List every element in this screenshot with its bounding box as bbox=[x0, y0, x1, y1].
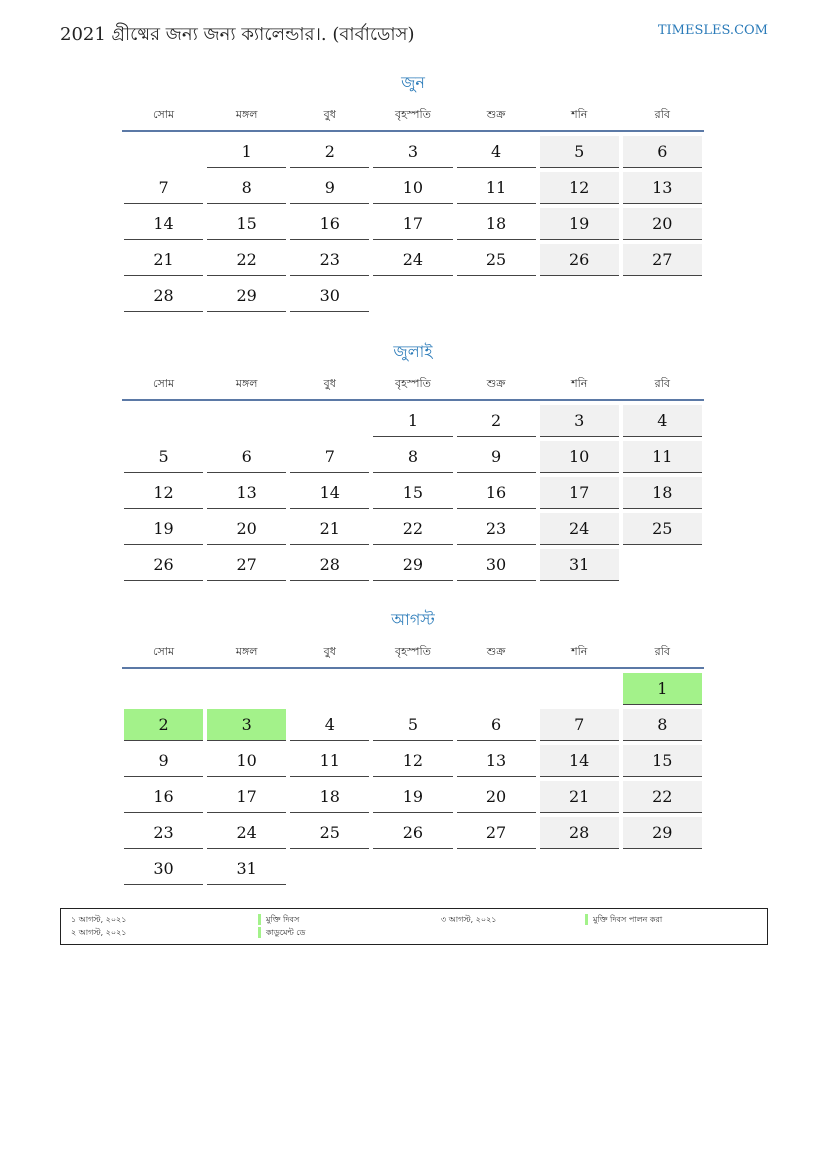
day-cell: 15 bbox=[373, 477, 452, 509]
day-cell: 17 bbox=[373, 208, 452, 240]
day-cell: 1 bbox=[207, 136, 286, 168]
empty-cell bbox=[124, 405, 203, 437]
day-cell: 29 bbox=[373, 549, 452, 581]
weekday-mon: সোম bbox=[153, 644, 175, 658]
day-cell: 25 bbox=[623, 513, 702, 545]
day-cell: 4 bbox=[623, 405, 702, 437]
site-link[interactable]: TIMESLES.COM bbox=[657, 23, 768, 38]
day-cell: 8 bbox=[373, 441, 452, 473]
day-cell: 6 bbox=[207, 441, 286, 473]
day-cell: 6 bbox=[623, 136, 702, 168]
day-cell: 23 bbox=[457, 513, 536, 545]
day-cell: 22 bbox=[373, 513, 452, 545]
month-august bbox=[122, 607, 704, 889]
day-cell: 1 bbox=[373, 405, 452, 437]
day-cell: 13 bbox=[207, 477, 286, 509]
day-grid bbox=[122, 673, 704, 889]
weekday-thu: বৃহস্পতি bbox=[394, 644, 431, 658]
weekday-tue: মঙ্গল bbox=[235, 107, 258, 121]
day-cell: 21 bbox=[124, 244, 203, 276]
weekday-mon: সোম bbox=[153, 376, 175, 390]
day-cell: 17 bbox=[540, 477, 619, 509]
weekday-thu: বৃহস্পতি bbox=[394, 376, 431, 390]
legend-holiday-name: কাডুমেন্ট ডে bbox=[266, 928, 306, 937]
day-cell: 5 bbox=[373, 709, 452, 741]
empty-cell bbox=[207, 673, 286, 705]
day-cell: 27 bbox=[457, 817, 536, 849]
day-cell: 4 bbox=[290, 709, 369, 741]
weekday-tue: মঙ্গল bbox=[235, 644, 258, 658]
day-cell: 2 bbox=[290, 136, 369, 168]
day-cell: 27 bbox=[623, 244, 702, 276]
weekday-sat: শনি bbox=[571, 644, 588, 658]
day-cell: 10 bbox=[373, 172, 452, 204]
day-cell: 31 bbox=[207, 853, 286, 885]
day-cell: 4 bbox=[457, 136, 536, 168]
day-cell: 9 bbox=[457, 441, 536, 473]
empty-cell bbox=[124, 673, 203, 705]
day-cell: 16 bbox=[290, 208, 369, 240]
weekday-header bbox=[122, 637, 704, 669]
day-cell: 11 bbox=[623, 441, 702, 473]
day-cell: 26 bbox=[540, 244, 619, 276]
day-cell: 30 bbox=[124, 853, 203, 885]
empty-cell bbox=[457, 673, 536, 705]
day-cell: 28 bbox=[540, 817, 619, 849]
day-cell: 25 bbox=[457, 244, 536, 276]
page-title: 2021 গ্রীষ্মের জন্য জন্য ক্যালেন্ডার।. (বার্বাডোস) bbox=[60, 24, 415, 45]
day-grid bbox=[122, 136, 704, 316]
day-cell: 2 bbox=[124, 709, 203, 741]
day-cell: 18 bbox=[290, 781, 369, 813]
holiday-legend bbox=[60, 908, 768, 945]
day-cell: 30 bbox=[457, 549, 536, 581]
day-cell: 24 bbox=[540, 513, 619, 545]
day-cell: 3 bbox=[373, 136, 452, 168]
day-cell: 13 bbox=[623, 172, 702, 204]
day-cell: 12 bbox=[124, 477, 203, 509]
day-cell: 18 bbox=[457, 208, 536, 240]
day-cell: 30 bbox=[290, 280, 369, 312]
weekday-sat: শনি bbox=[571, 376, 588, 390]
day-grid bbox=[122, 405, 704, 585]
month-july bbox=[122, 339, 704, 585]
month-title: আগস্ট bbox=[391, 610, 435, 629]
empty-cell bbox=[540, 673, 619, 705]
day-cell: 29 bbox=[623, 817, 702, 849]
day-cell: 7 bbox=[290, 441, 369, 473]
day-cell: 1 bbox=[623, 673, 702, 705]
day-cell: 22 bbox=[207, 244, 286, 276]
day-cell: 20 bbox=[623, 208, 702, 240]
day-cell: 10 bbox=[207, 745, 286, 777]
weekday-mon: সোম bbox=[153, 107, 175, 121]
day-cell: 10 bbox=[540, 441, 619, 473]
weekday-wed: বুধ bbox=[323, 376, 336, 390]
day-cell: 21 bbox=[540, 781, 619, 813]
day-cell: 8 bbox=[207, 172, 286, 204]
weekday-fri: শুক্র bbox=[486, 107, 506, 121]
day-cell: 9 bbox=[124, 745, 203, 777]
day-cell: 15 bbox=[623, 745, 702, 777]
day-cell: 2 bbox=[457, 405, 536, 437]
day-cell: 14 bbox=[540, 745, 619, 777]
holiday-color-swatch bbox=[585, 914, 588, 925]
day-cell: 28 bbox=[124, 280, 203, 312]
legend-date: ২ আগস্ট, ২০২১ bbox=[71, 928, 127, 937]
day-cell: 19 bbox=[540, 208, 619, 240]
day-cell: 8 bbox=[623, 709, 702, 741]
day-cell: 5 bbox=[540, 136, 619, 168]
weekday-header bbox=[122, 100, 704, 132]
holiday-color-swatch bbox=[258, 914, 261, 925]
legend-holiday-name: মুক্তি দিবস bbox=[266, 915, 300, 924]
day-cell: 28 bbox=[290, 549, 369, 581]
day-cell: 16 bbox=[457, 477, 536, 509]
day-cell: 11 bbox=[290, 745, 369, 777]
day-cell: 20 bbox=[207, 513, 286, 545]
day-cell: 16 bbox=[124, 781, 203, 813]
day-cell: 3 bbox=[540, 405, 619, 437]
day-cell: 26 bbox=[373, 817, 452, 849]
holiday-color-swatch bbox=[258, 927, 261, 938]
day-cell: 14 bbox=[124, 208, 203, 240]
day-cell: 31 bbox=[540, 549, 619, 581]
day-cell: 20 bbox=[457, 781, 536, 813]
weekday-header bbox=[122, 369, 704, 401]
weekday-fri: শুক্র bbox=[486, 644, 506, 658]
weekday-thu: বৃহস্পতি bbox=[394, 107, 431, 121]
day-cell: 24 bbox=[373, 244, 452, 276]
day-cell: 13 bbox=[457, 745, 536, 777]
legend-holiday-name: মুক্তি দিবস পালন করা bbox=[593, 915, 663, 924]
month-title: জুন bbox=[401, 73, 425, 92]
weekday-tue: মঙ্গল bbox=[235, 376, 258, 390]
weekday-sun: রবি bbox=[654, 376, 670, 390]
day-cell: 3 bbox=[207, 709, 286, 741]
day-cell: 15 bbox=[207, 208, 286, 240]
day-cell: 18 bbox=[623, 477, 702, 509]
day-cell: 22 bbox=[623, 781, 702, 813]
page-header bbox=[60, 18, 768, 46]
empty-cell bbox=[290, 405, 369, 437]
day-cell: 11 bbox=[457, 172, 536, 204]
day-cell: 23 bbox=[290, 244, 369, 276]
empty-cell bbox=[290, 673, 369, 705]
day-cell: 7 bbox=[540, 709, 619, 741]
day-cell: 6 bbox=[457, 709, 536, 741]
day-cell: 24 bbox=[207, 817, 286, 849]
day-cell: 5 bbox=[124, 441, 203, 473]
day-cell: 17 bbox=[207, 781, 286, 813]
weekday-wed: বুধ bbox=[323, 107, 336, 121]
legend-date: ১ আগস্ট, ২০২১ bbox=[71, 915, 127, 924]
day-cell: 12 bbox=[540, 172, 619, 204]
day-cell: 19 bbox=[124, 513, 203, 545]
empty-cell bbox=[207, 405, 286, 437]
empty-cell bbox=[124, 136, 203, 168]
month-june bbox=[122, 70, 704, 316]
weekday-sun: রবি bbox=[654, 107, 670, 121]
day-cell: 9 bbox=[290, 172, 369, 204]
day-cell: 19 bbox=[373, 781, 452, 813]
weekday-sun: রবি bbox=[654, 644, 670, 658]
day-cell: 29 bbox=[207, 280, 286, 312]
day-cell: 7 bbox=[124, 172, 203, 204]
weekday-sat: শনি bbox=[571, 107, 588, 121]
day-cell: 23 bbox=[124, 817, 203, 849]
day-cell: 14 bbox=[290, 477, 369, 509]
day-cell: 12 bbox=[373, 745, 452, 777]
day-cell: 26 bbox=[124, 549, 203, 581]
month-title: জুলাই bbox=[393, 342, 433, 361]
day-cell: 21 bbox=[290, 513, 369, 545]
weekday-fri: শুক্র bbox=[486, 376, 506, 390]
legend-date: ৩ আগস্ট, ২০২১ bbox=[441, 915, 497, 924]
day-cell: 25 bbox=[290, 817, 369, 849]
empty-cell bbox=[373, 673, 452, 705]
weekday-wed: বুধ bbox=[323, 644, 336, 658]
day-cell: 27 bbox=[207, 549, 286, 581]
